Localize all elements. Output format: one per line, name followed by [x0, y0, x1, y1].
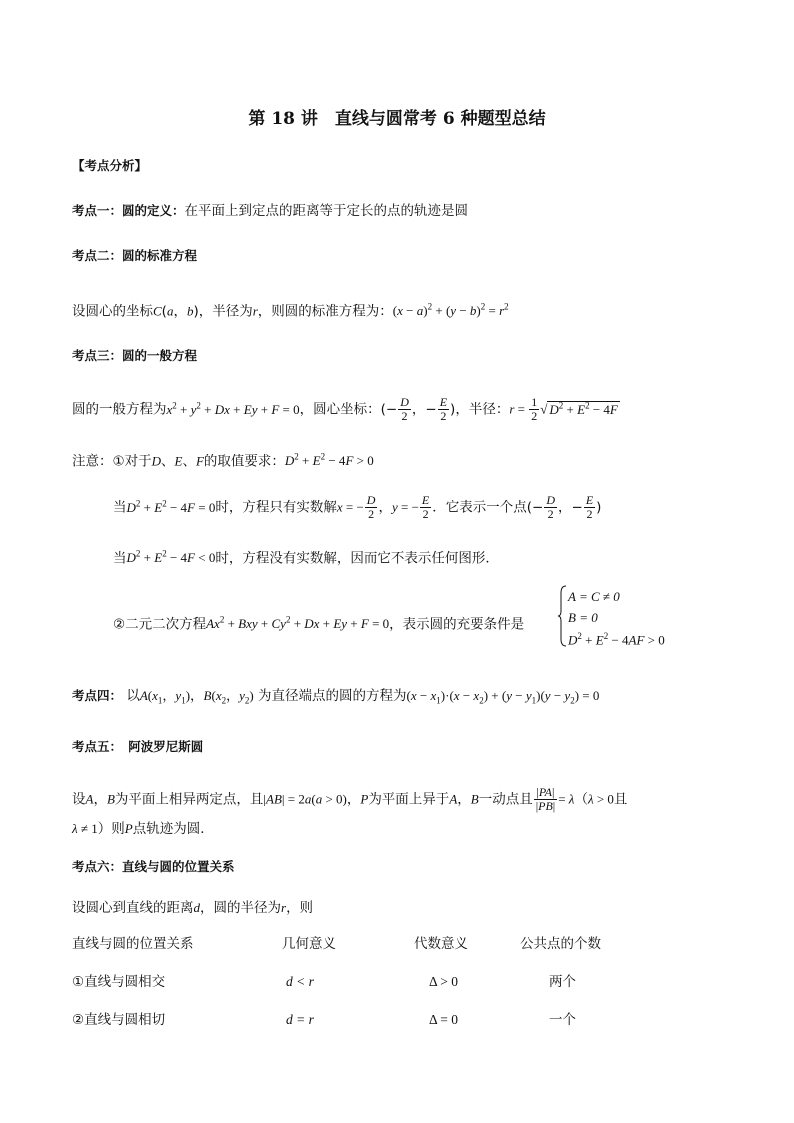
- point-1-text: 在平面上到定点的距离等于定长的点的轨迹是圆: [184, 203, 469, 219]
- row-2-count: 一个: [549, 1012, 576, 1028]
- point-5-label: 考点五： 阿波罗尼斯圆: [72, 739, 204, 754]
- row-1-algebraic: Δ > 0: [429, 974, 459, 989]
- point-5-line-1: 设A，B为平面上相异两定点，且|AB| = 2a(a > 0)，P为平面上异于A，B一动点且 $\frac{|PA|}{|PB|}$ = λ（λ > 0且: [72, 785, 628, 813]
- point-3-label: 考点三：圆的一般方程: [72, 348, 198, 363]
- case-negative: 当$D^2 + E^2 - 4F < 0$时，方程没有实数解，因而它不表示任何图形．: [113, 549, 499, 567]
- header-count: 公共点的个数: [520, 936, 601, 952]
- row-2-algebraic: Δ = 0: [429, 1012, 459, 1027]
- row-2-geometric: d = r: [286, 1012, 314, 1027]
- note-2: ②二元二次方程$Ax^2$ + Bxy + $Cy^2 + Dx + Ey + F = 0$，表示圆的充要条件是: [113, 615, 525, 633]
- point-4-label: 考点四：: [72, 688, 123, 703]
- section-heading: 【考点分析】: [72, 158, 148, 173]
- condition-2: B = 0: [568, 610, 598, 625]
- row-2-relation: ②直线与圆相切: [72, 1012, 166, 1028]
- header-relation: 直线与圆的位置关系: [72, 936, 194, 952]
- row-1-geometric: d < r: [286, 974, 314, 989]
- condition-3: $D^2 + E^2 - 4AF > 0$: [568, 631, 665, 648]
- point-6-intro: 设圆心到直线的距离d，圆的半径为r，则: [72, 900, 314, 916]
- point-2-formula: 设圆心的坐标C(a，b)，半径为r，则圆的标准方程为：$(x - a)^2 + (y - b)^2 = r^2$: [72, 302, 509, 320]
- row-1-count: 两个: [549, 974, 576, 990]
- note-1: 注意：①对于D、E、F的取值要求：$D^2 + E^2 - 4F > 0$: [72, 452, 374, 470]
- point-4: 考点四： 以$A(x_1$，$y_1$)，$B(x_2$，$y_2$) 为直径端点的圆的方程为$(x - x_1)\cdot(x - x_2) + (y - y_1)(y - y_2) = 0$: [72, 688, 600, 706]
- point-1: [72, 202, 468, 220]
- case-zero: 当$D^2 + E^2 - 4F = 0$时，方程只有实数解x = − $\frac{D}{2}$ ，y = − $\frac{E}{2}$ ．它表示一个点(− $\frac{D}{2}$ ，− $\frac{E}{2}$ ): [113, 493, 602, 521]
- condition-1: A = C ≠ 0: [568, 589, 620, 604]
- page-title: 第 18 讲 直线与圆常考 6 种题型总结: [248, 109, 546, 129]
- row-1-relation: ①直线与圆相交: [72, 974, 166, 990]
- point-6-label: 考点六：直线与圆的位置关系: [72, 859, 235, 874]
- point-1-label: 考点一：圆的定义：: [72, 203, 185, 218]
- header-geometric: 几何意义: [282, 936, 336, 952]
- point-5-line-2: λ ≠ 1）则P点轨迹为圆．: [72, 821, 214, 837]
- point-2-label: 考点二：圆的标准方程: [72, 248, 198, 263]
- header-algebraic: 代数意义: [414, 936, 468, 952]
- point-3-general-equation: 圆的一般方程为$x^2 + y^2 + Dx + Ey + F = 0$，圆心坐标：(− $\frac{D}{2}$ ，− $\frac{E}{2}$ )，半径：r = $\frac{1}{2}$ √ $D^2 + E^2 - 4F$: [72, 395, 618, 423]
- brace-icon: [557, 585, 567, 647]
